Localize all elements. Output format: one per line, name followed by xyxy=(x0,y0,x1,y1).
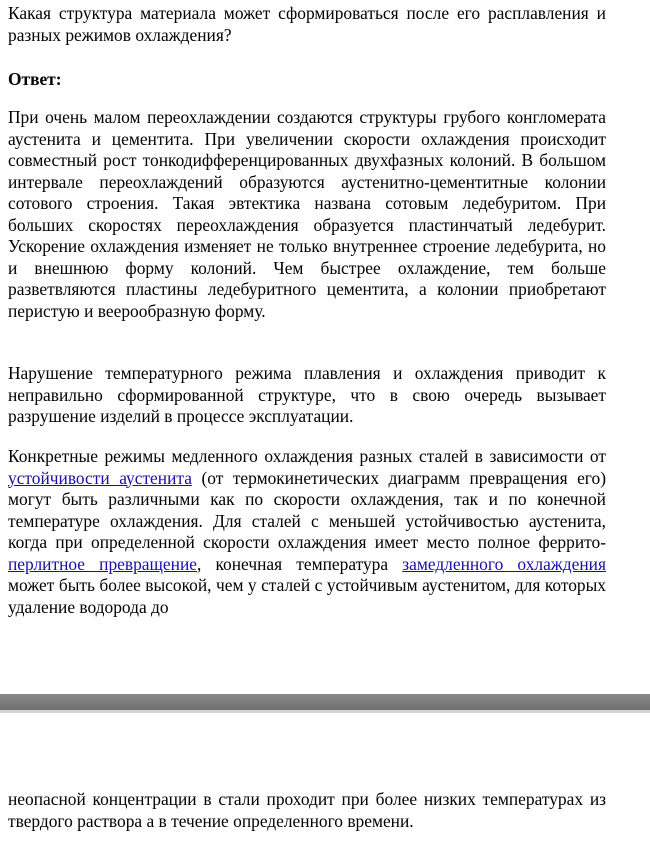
paragraph-3-text-4: может быть более высокой, чем у сталей с устойчивым аустенитом, для которых удаление водорода до xyxy=(8,575,606,617)
paragraph-3-text-2: (от термокинетических диаграмм превращения его) могут быть различными как по скорости охлаждения, так и по конечной температуре охлаждения. Для сталей с меньшей устойчивостью аустенита, когда при определенной скорости охлаждения имеет место полное феррито- xyxy=(8,467,606,552)
page-break-divider xyxy=(0,694,650,710)
link-slow-cooling[interactable]: замедленного охлаждения xyxy=(402,553,606,574)
link-pearlite-transformation[interactable]: перлитное превращение xyxy=(8,553,197,574)
answer-paragraph-1: При очень малом переохлаждении создаются структуры грубого конгломерата аустенита и цементита. При увеличении скорости охлаждения происходит совместный рост тонкодифференцированных двухфазных колоний. В большом интервале переохлаждений образуются аустенитно-цементитные колонии сотового строения. Такая эвтектика названа сотовым ледебуритом. При больших скоростях переохлаждения образуется пластинчатый ледебурит. Ускорение охлаждения изменяет не только внутреннее строение ледебурита, но и внешнюю форму колоний. Чем быстрее охлаждение, тем больше разветвляются пластины ледебуритного цементита, а колонии приобретают перистую и веерообразную форму. xyxy=(8,107,606,321)
paragraph-3-text-3: , конечная температура xyxy=(196,553,403,574)
link-austenite-stability[interactable]: устойчивости аустенита xyxy=(8,467,192,488)
paragraph-3-text-1: Конкретные режимы медленного охлаждения разных сталей в зависимости от xyxy=(8,446,606,466)
answer-paragraph-3 xyxy=(8,446,606,618)
answer-paragraph-2: Нарушение температурного режима плавления и охлаждения приводит к неправильно сформированной структуре, что в свою очередь вызывает разрушение изделий в процессе эксплуатации. xyxy=(8,363,606,426)
answer-heading: Ответ: xyxy=(8,69,62,89)
question-text: Какая структура материала может сформироваться после его расплавления и разных режимов охлаждения? xyxy=(8,3,606,45)
continuation-paragraph: неопасной концентрации в стали проходит при более низких температурах из твердого раствора а в течение определенного времени. xyxy=(8,789,606,831)
